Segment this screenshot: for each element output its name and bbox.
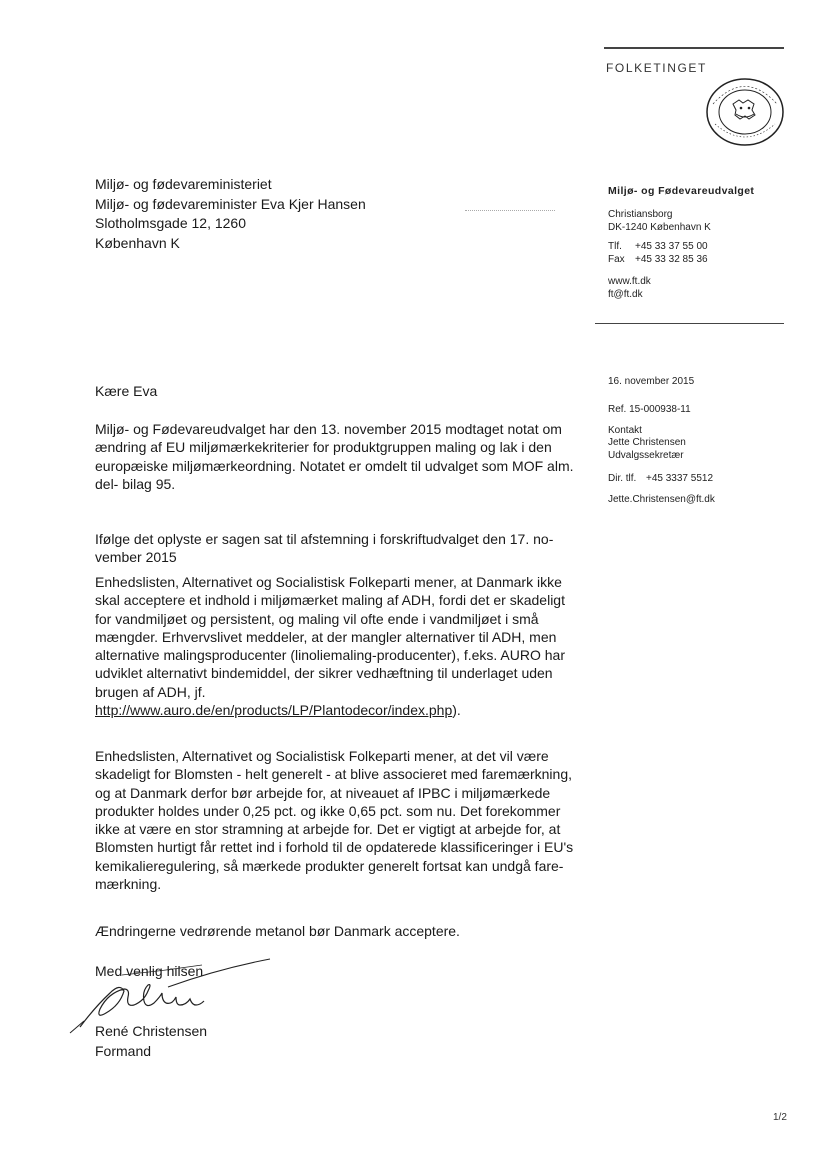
direct-value: +45 3337 5512: [646, 473, 714, 484]
auro-link[interactable]: http://www.auro.de/en/products/LP/Plantodecor/index.php: [95, 702, 453, 719]
text-line: Enhedslisten, Alternativet og Socialistisk Folkeparti mener, at det vil være: [95, 748, 549, 764]
contact-title: Udvalgssekretær: [608, 450, 684, 461]
faint-dots: [465, 210, 555, 212]
text-line: for vandmiljøet og persistent, og maling vil ofte ende i vandmiljøet i små: [95, 610, 539, 627]
sender-rule: [595, 323, 784, 324]
contact-label: Kontakt: [608, 425, 642, 436]
tel-value: +45 33 37 55 00: [635, 241, 708, 252]
sender-fax: [608, 254, 708, 267]
paragraph-1: [95, 420, 580, 493]
text-line: kemikalieregulering, så mærkede produkter generelt fortsat kan undgå fare-: [95, 857, 564, 874]
text-line: mærkning.: [95, 876, 162, 893]
text-line: europæiske miljømærkeordning. Notatet er omdelt til udvalget som MOF alm.: [95, 457, 574, 474]
text-line: produkter holdes under 0,25 pct. og ikke 0,65 pct. som nu. Det forekommer: [95, 802, 561, 819]
text-line: [95, 701, 580, 719]
signer-block: [95, 1021, 207, 1061]
letter-date: 16. november 2015: [608, 376, 695, 387]
committee-name: Miljø- og Fødevareudvalget: [608, 185, 755, 197]
recipient-address: [95, 175, 366, 253]
text-line: Enhedslisten, Alternativet og Socialistisk Folkeparti mener, at Danmark ikke: [95, 574, 562, 590]
text-line: ændring af EU miljømærkekriterier for produktgruppen maling og lak i den: [95, 439, 552, 456]
sender-street: Christiansborg: [608, 209, 673, 220]
text-line: udviklet alternativt bindemiddel, der sikrer vedhæftning til underlaget uden: [95, 665, 553, 682]
text-line: brugen af ADH, jf.: [95, 683, 206, 700]
closing: Med venlig hilsen: [95, 963, 204, 979]
fax-label: Fax: [608, 254, 625, 265]
header-rule: [604, 47, 784, 49]
recipient-line: Slotholmsgade 12, 1260: [95, 215, 246, 231]
greeting: Kære Eva: [95, 383, 158, 399]
link-suffix: ).: [452, 702, 461, 719]
paragraph-5: [95, 922, 580, 940]
text-line: Ifølge det oplyste er sagen sat til afstemning i forskriftudvalget den 17. no-: [95, 531, 554, 547]
sender-web: www.ft.dk: [608, 276, 651, 287]
recipient-line: Miljø- og fødevareministeriet: [95, 176, 272, 192]
contact-name: Jette Christensen: [608, 437, 686, 448]
paragraph-3: [95, 573, 580, 719]
text-line: og at Danmark derfor bør arbejde for, at niveauet af IPBC i miljømærkede: [95, 784, 551, 801]
recipient-line: Miljø- og fødevareminister Eva Kjer Hansen: [95, 195, 366, 212]
sender-city: DK-1240 København K: [608, 222, 711, 233]
paragraph-4: [95, 747, 580, 893]
fax-value: +45 33 32 85 36: [635, 254, 708, 265]
sender-email: ft@ft.dk: [608, 289, 643, 300]
text-line: alternative malingsproducenter (linoliemaling-producenter), f.eks. AURO har: [95, 647, 565, 664]
reference: Ref. 15-000938-11: [608, 404, 691, 415]
recipient-line: København K: [95, 234, 180, 251]
signer-name: René Christensen: [95, 1023, 208, 1039]
text-line: skadeligt for Blomsten - helt generelt - at blive associeret med faremærkning,: [95, 766, 572, 783]
page-number: 1/2: [773, 1112, 787, 1123]
text-line: vember 2015: [95, 549, 177, 566]
text-line: skal acceptere et indhold i miljømærket maling af ADH, fordi det er skadeligt: [95, 592, 565, 609]
direct-label: Dir. tlf.: [608, 473, 637, 484]
text-line: Blomsten hurtigt får rettet ind i forhold til de opdaterede klassificeringer i EU's: [95, 839, 574, 856]
contact-email: Jette.Christensen@ft.dk: [608, 494, 715, 505]
text-line: Miljø- og Fødevareudvalget har den 13. november 2015 modtaget notat om: [95, 421, 562, 437]
sender-tel: [608, 241, 708, 254]
text-line: del- bilag 95.: [95, 475, 176, 492]
folketinget-seal-icon: [703, 74, 785, 146]
tel-label: Tlf.: [608, 241, 622, 252]
text-line: ikke at være en stor stramning at arbejde for. Det er vigtigt at arbejde for, at: [95, 821, 561, 838]
brand-name: FOLKETINGET: [606, 61, 707, 75]
direct-tel: [608, 473, 713, 486]
text-line: mængder. Erhvervslivet meddeler, at der mangler alternativer til ADH, men: [95, 628, 557, 645]
paragraph-2: [95, 530, 580, 567]
text-line: Ændringerne vedrørende metanol bør Danmark acceptere.: [95, 923, 460, 939]
signer-title: Formand: [95, 1043, 152, 1059]
